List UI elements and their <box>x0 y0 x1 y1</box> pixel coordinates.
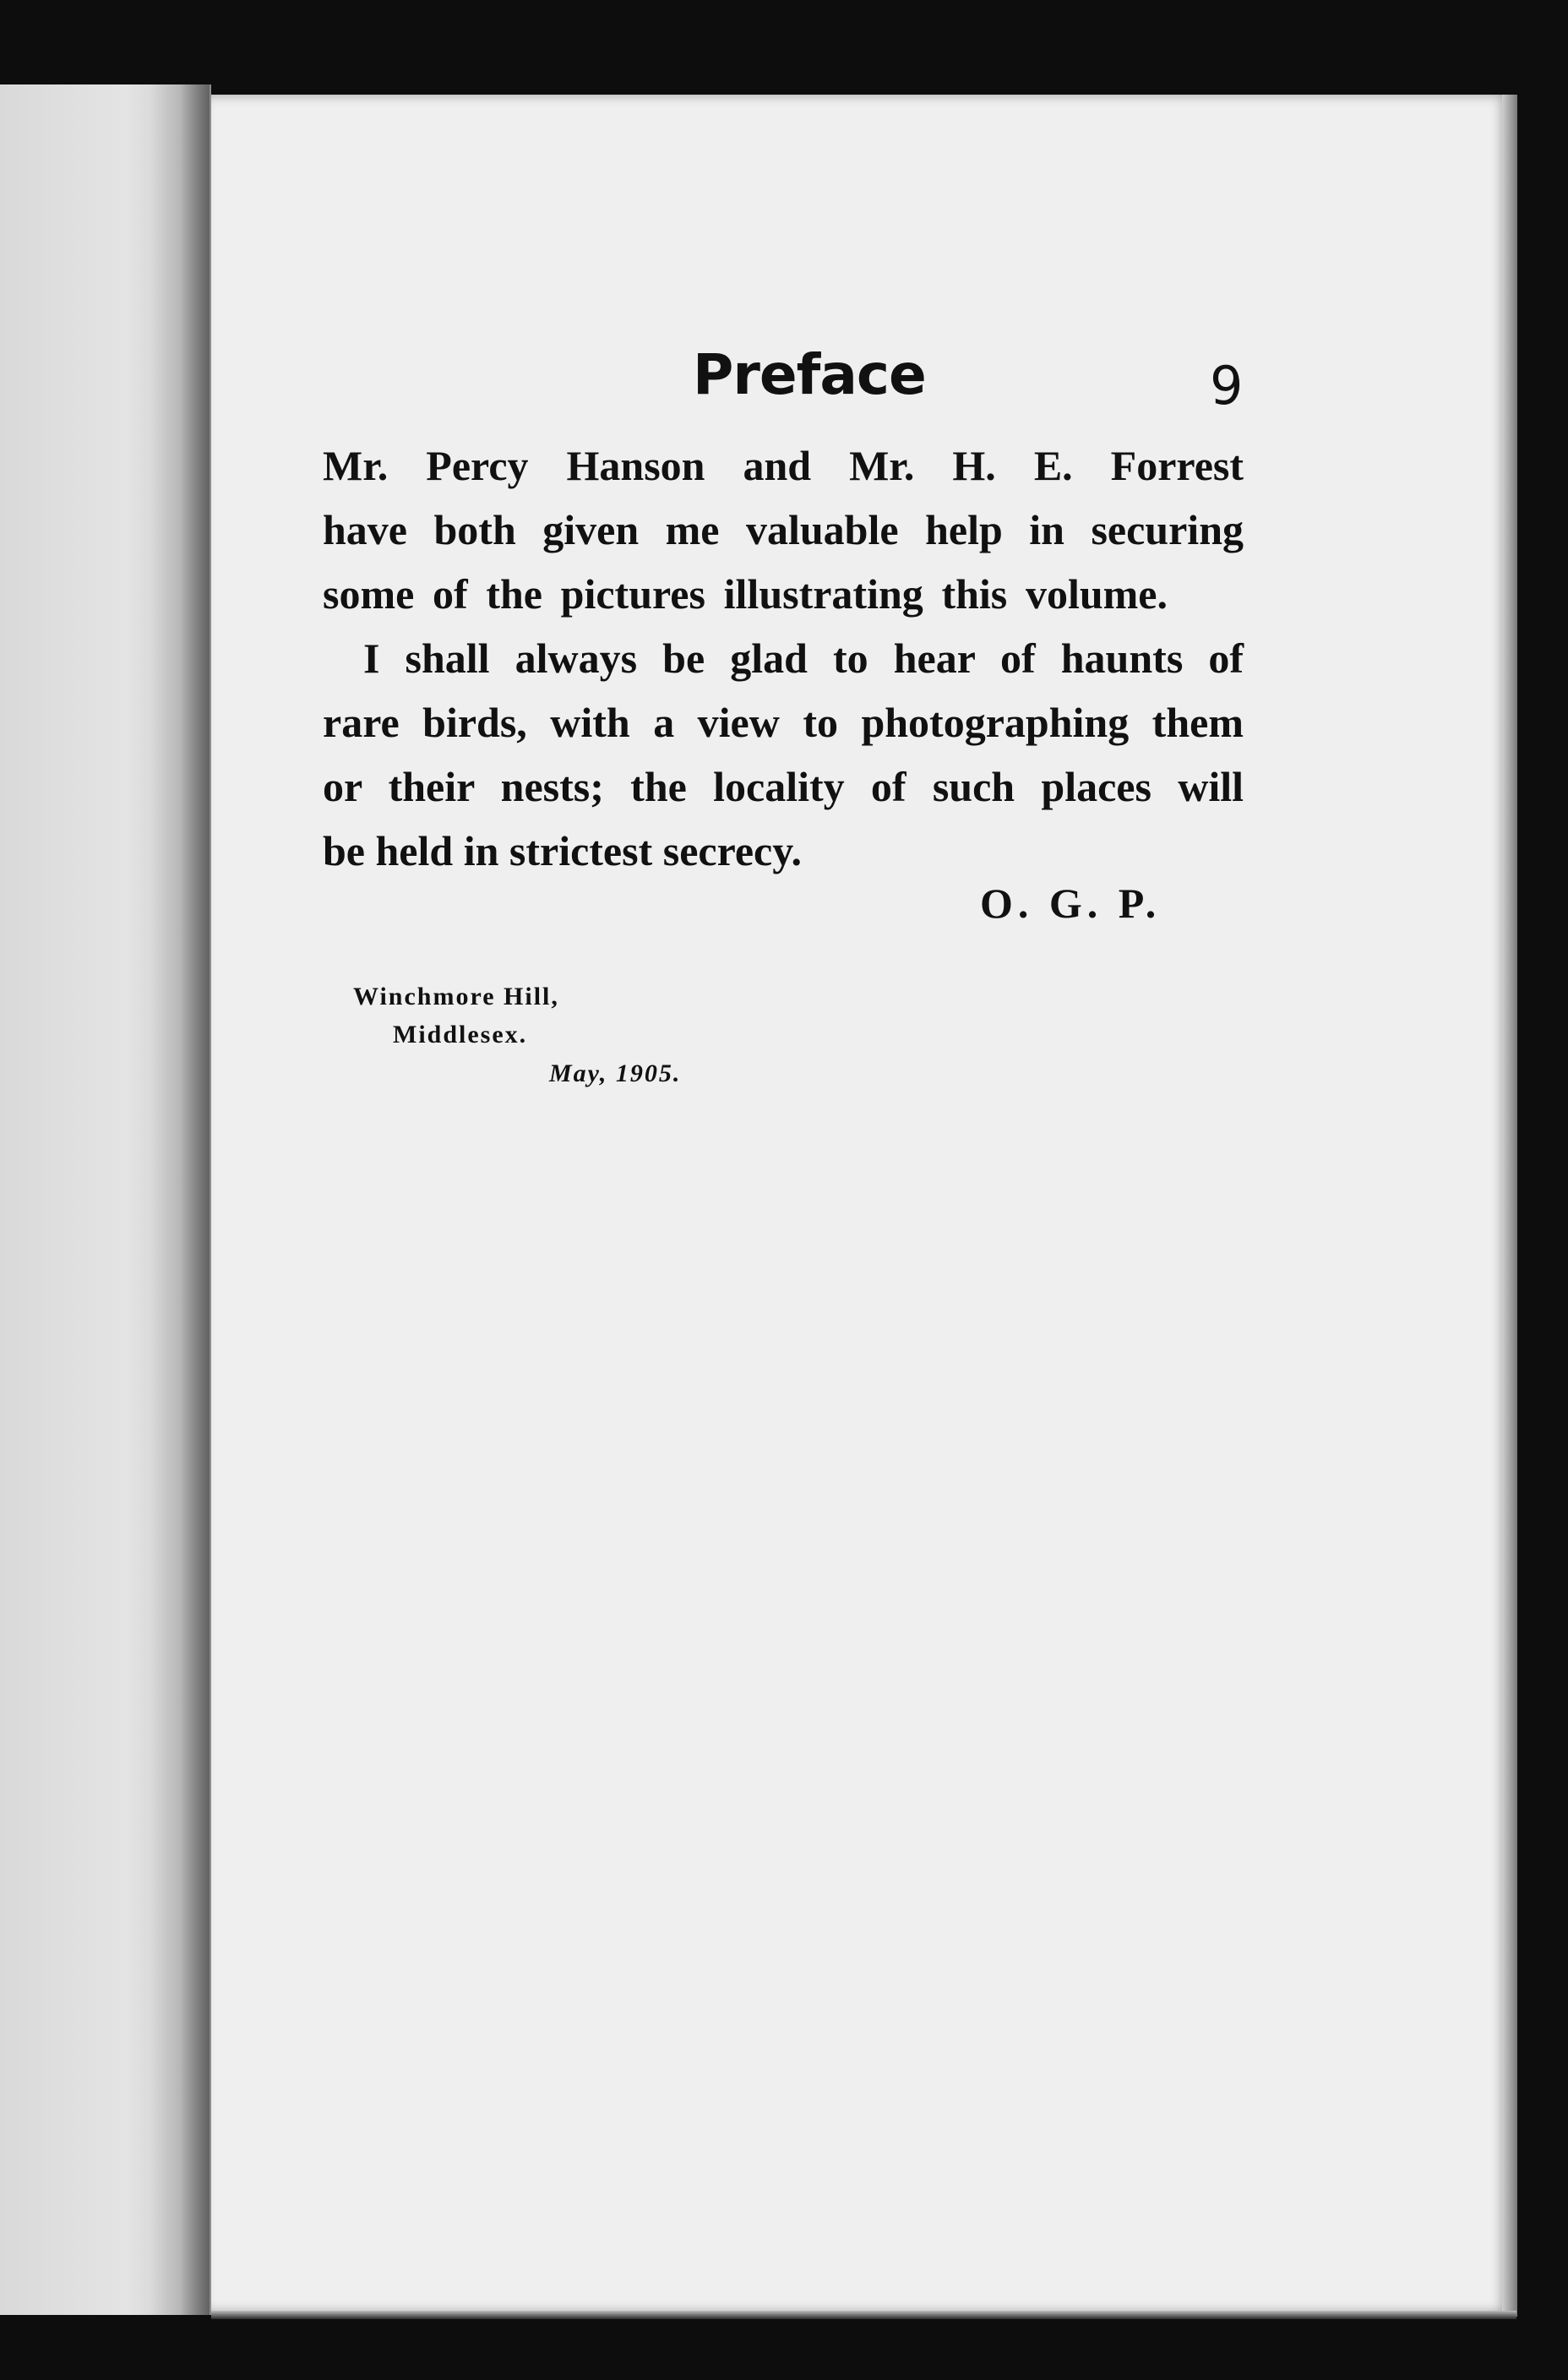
body-line: or their nests; the locality of such places will <box>323 763 1244 810</box>
body-line: be held in strictest secrecy. <box>323 827 802 874</box>
running-head-title: Preface <box>693 342 926 407</box>
body-line: have both given me valuable help in securing <box>323 506 1244 553</box>
address-place: Winchmore Hill, <box>353 983 559 1010</box>
address-county: Middlesex. <box>393 1021 528 1048</box>
page <box>211 95 1511 2312</box>
page-number: 9 <box>1210 355 1244 417</box>
body-line: some of the pictures illustrating this volume. <box>323 570 1168 618</box>
page-bottom-edge <box>211 2311 1516 2319</box>
book-gutter <box>150 84 210 2315</box>
address-date: May, 1905. <box>549 1059 682 1087</box>
author-initials: O. G. P. <box>980 880 1162 927</box>
body-line: Mr. Percy Hanson and Mr. H. E. Forrest <box>323 442 1244 489</box>
body-line: rare birds, with a view to photographing them <box>323 699 1244 746</box>
body-line: I shall always be glad to hear of haunts of <box>363 634 1244 682</box>
page-edge <box>1502 95 1517 2317</box>
